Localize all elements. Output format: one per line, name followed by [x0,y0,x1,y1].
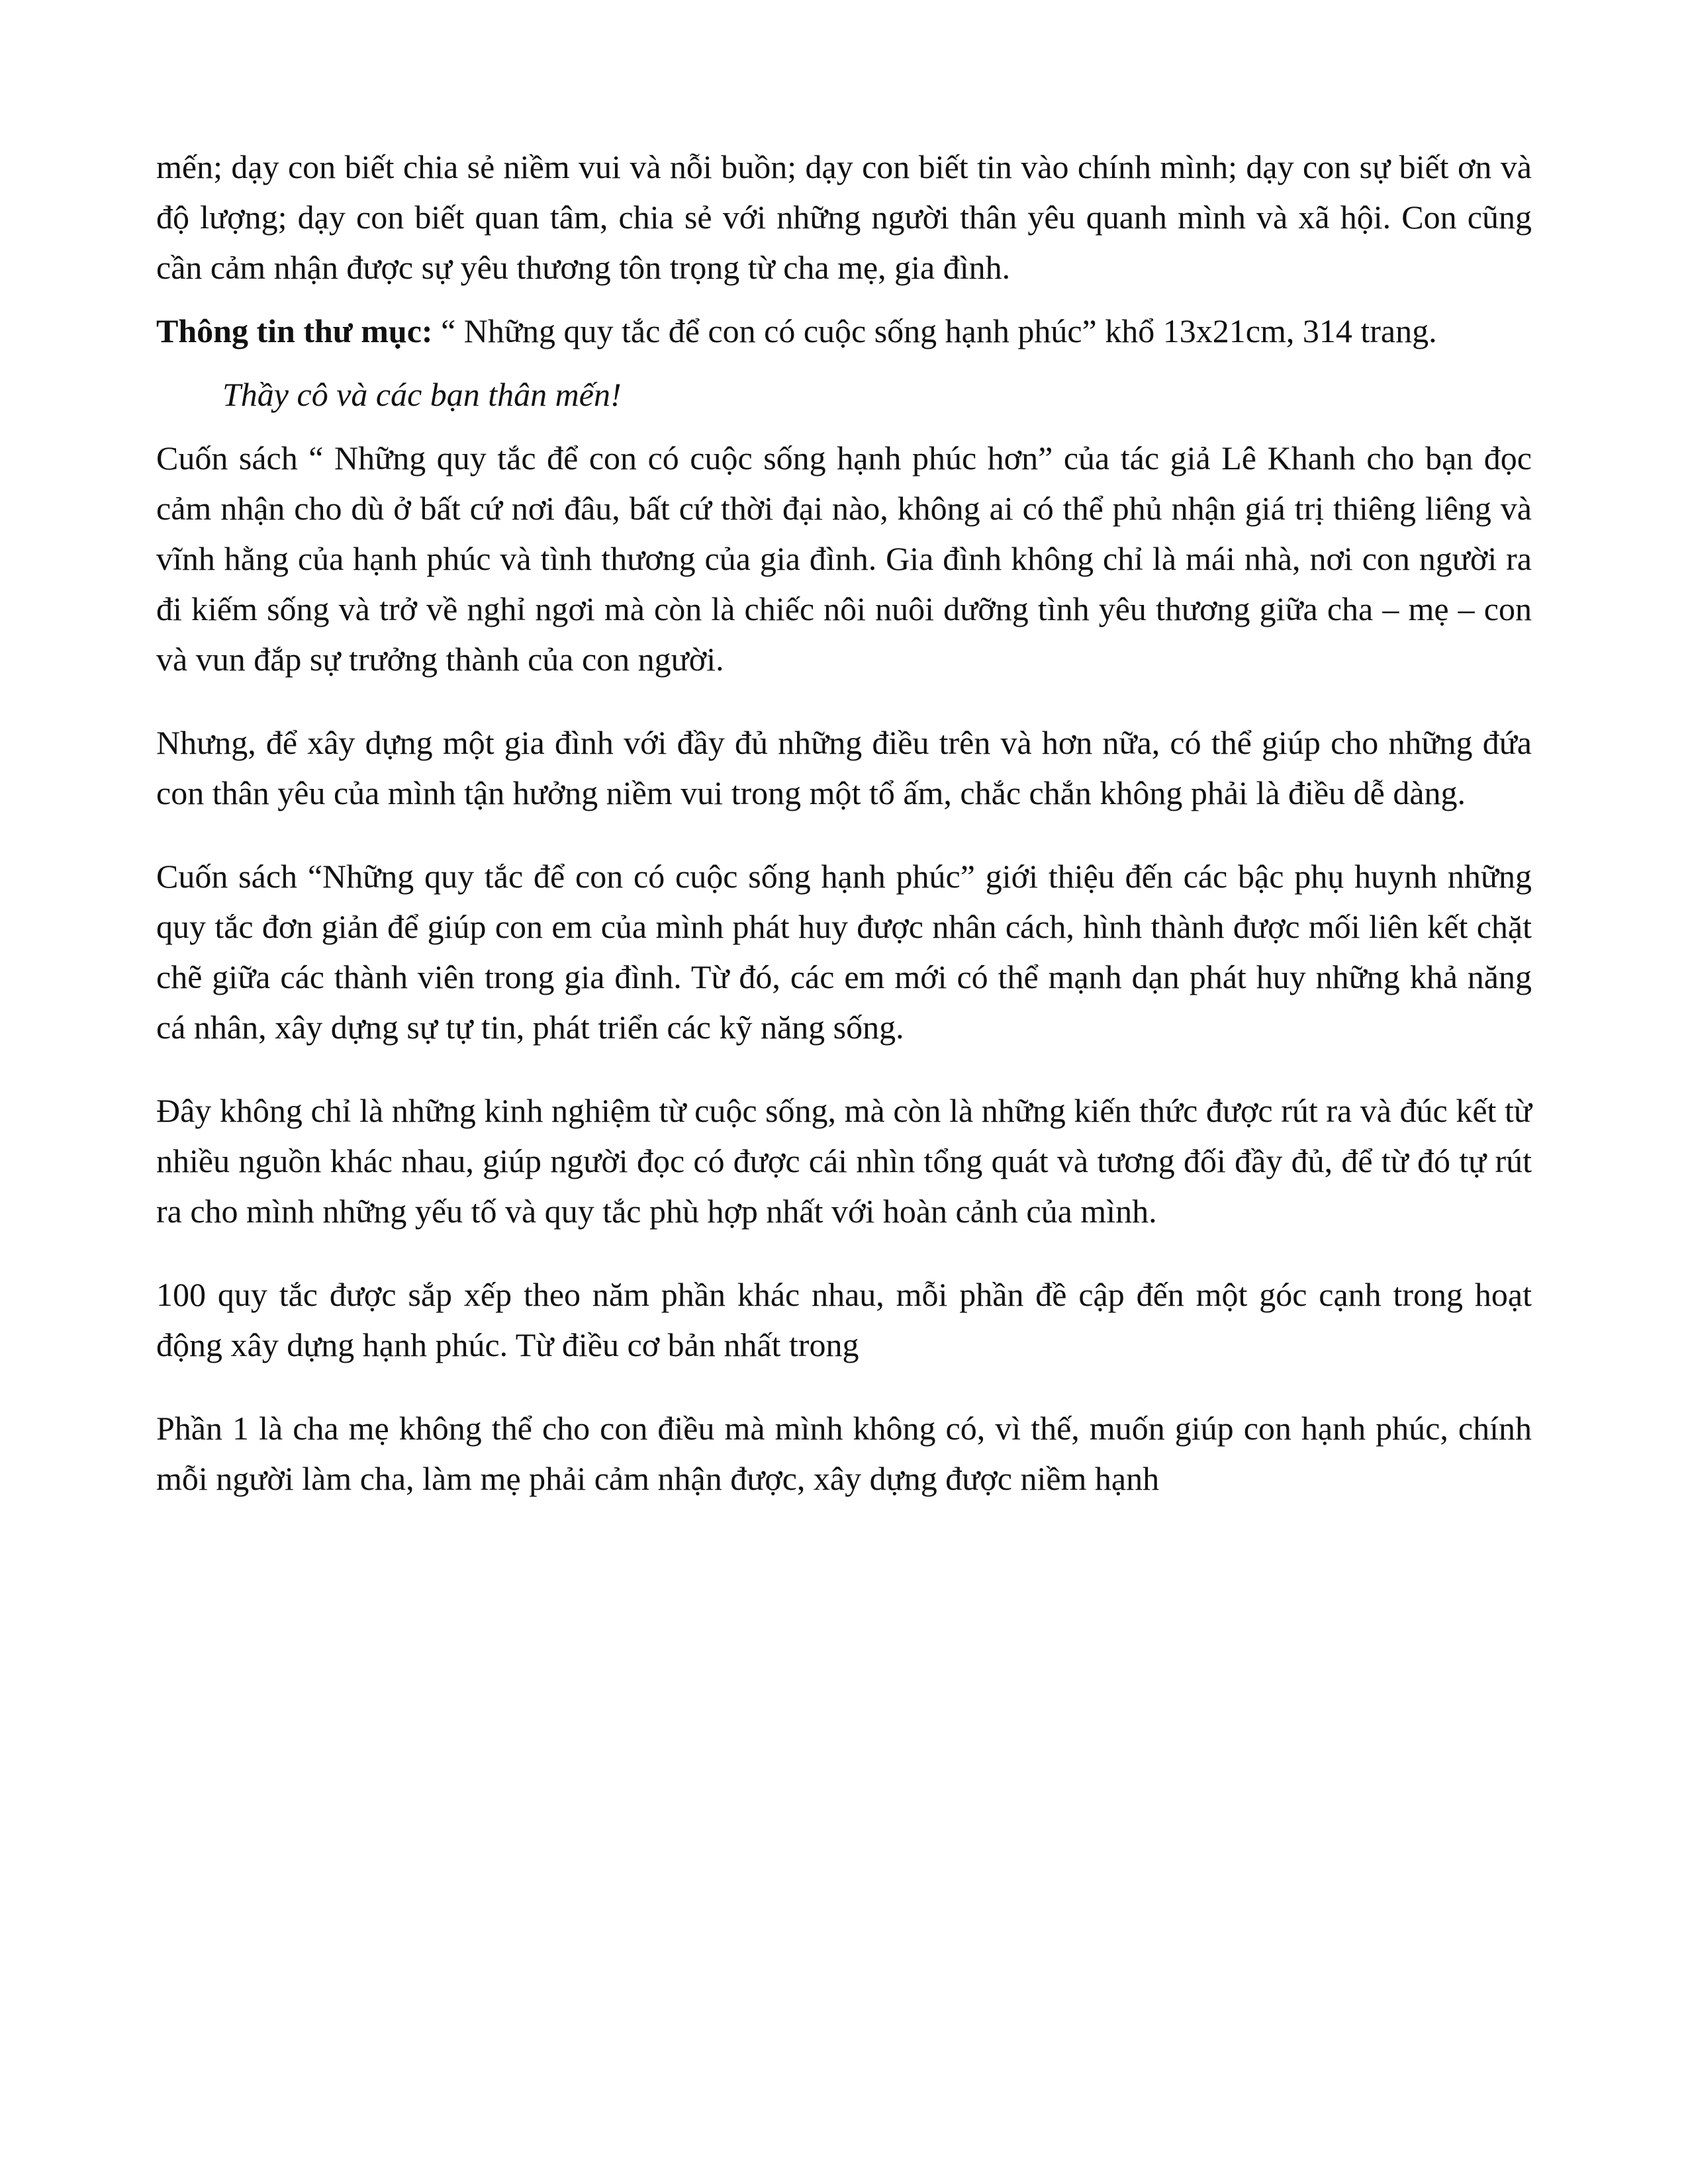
paragraph-experience: Đây không chỉ là những kinh nghiệm từ cuộc sống, mà còn là những kiến thức được rút ra và đúc kết từ nhiều nguồn khác nhau, giúp người đọc có được cái nhìn tổng quát và tương đối đầy đủ, để từ đó tự rút ra cho mình những yếu tố và quy tắc phù hợp nhất với hoàn cảnh của mình. [156,1092,1532,1230]
greeting-line: Thầy cô và các bạn thân mến! [222,376,622,413]
paragraph-building-family: Nhưng, để xây dựng một gia đình với đầy đủ những điều trên và hơn nữa, có thể giúp cho những đứa con thân yêu của mình tận hưởng niềm vui trong một tổ ấm, chắc chắn không phải là điều dễ dàng. [156,724,1532,811]
paragraph-hundred-rules: 100 quy tắc được sắp xếp theo năm phần khác nhau, mỗi phần đề cập đến một góc cạnh trong hoạt động xây dựng hạnh phúc. Từ điều cơ bản nhất trong [156,1276,1532,1363]
bibliography-text: “ Những quy tắc để con có cuộc sống hạnh phúc” khổ 13x21cm, 314 trang. [432,312,1437,349]
bibliography-paragraph [156,306,1532,356]
document-body [156,142,1532,1504]
paragraph-part-one: Phần 1 là cha mẹ không thể cho con điều mà mình không có, vì thế, muốn giúp con hạnh phúc, chính mỗi người làm cha, làm mẹ phải cảm nhận được, xây dựng được niềm hạnh [156,1410,1532,1497]
bibliography-label: Thông tin thư mục: [156,312,433,349]
paragraph-intro-continuation: mến; dạy con biết chia sẻ niềm vui và nỗi buồn; dạy con biết tin vào chính mình; dạy con sự biết ơn và độ lượng; dạy con biết quan tâm, chia sẻ với những người thân yêu quanh mình và xã hội. Con cũng cần cảm nhận được sự yêu thương tôn trọng từ cha mẹ, gia đình. [156,148,1532,286]
paragraph-book-rules: Cuốn sách “Những quy tắc để con có cuộc sống hạnh phúc” giới thiệu đến các bậc phụ huynh những quy tắc đơn giản để giúp con em của mình phát huy được nhân cách, hình thành được mối liên kết chặt chẽ giữa các thành viên trong gia đình. Từ đó, các em mới có thể mạnh dạn phát huy những khả năng cá nhân, xây dựng sự tự tin, phát triển các kỹ năng sống. [156,858,1532,1046]
paragraph-book-intro: Cuốn sách “ Những quy tắc để con có cuộc sống hạnh phúc hơn” của tác giả Lê Khanh cho bạn đọc cảm nhận cho dù ở bất cứ nơi đâu, bất cứ thời đại nào, không ai có thể phủ nhận giá trị thiêng liêng và vĩnh hằng của hạnh phúc và tình thương của gia đình. Gia đình không chỉ là mái nhà, nơi con người ra đi kiếm sống và trở về nghỉ ngơi mà còn là chiếc nôi nuôi dưỡng tình yêu thương giữa cha – mẹ – con và vun đắp sự trưởng thành của con người. [156,439,1532,678]
